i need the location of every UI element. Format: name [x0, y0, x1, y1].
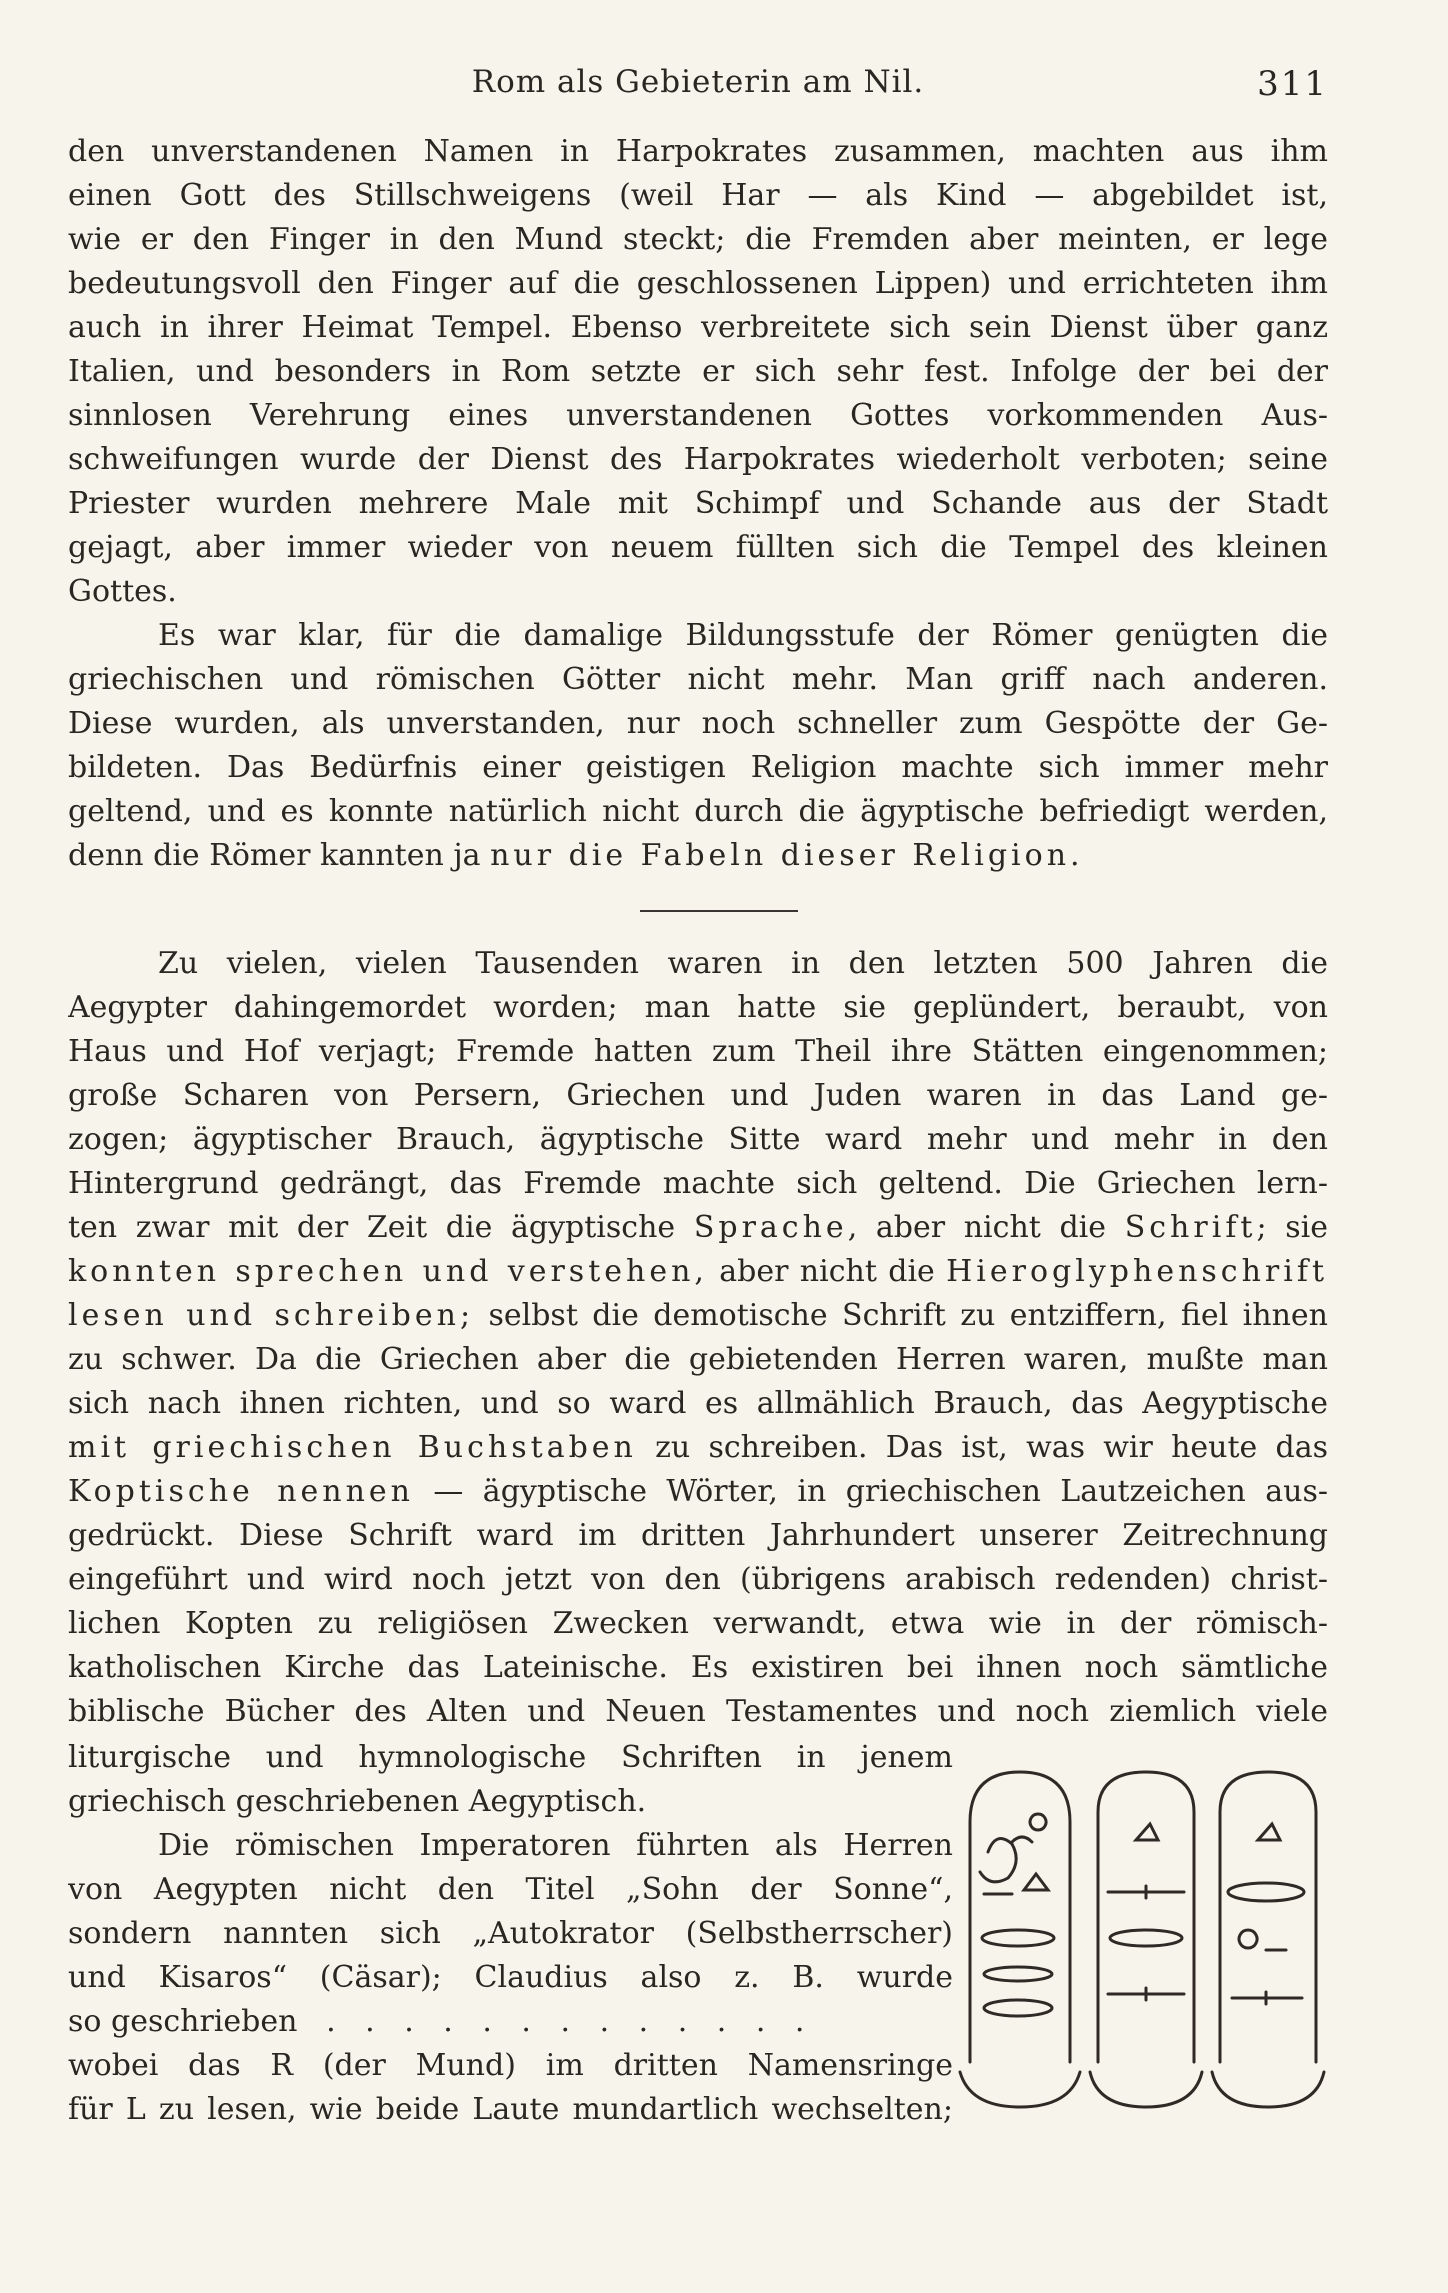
text-line: biblische Bücher des Alten und Neuen Testamentes und noch ziemlich viele	[68, 1694, 1328, 1729]
text-line: schweifungen wurde der Dienst des Harpokrates wiederholt verboten; seine	[68, 442, 1328, 477]
text-line: gedrückt. Diese Schrift ward im dritten Jahrhundert unserer Zeitrechnung	[68, 1518, 1328, 1553]
text-line: für L zu lesen, wie beide Laute mundartlich wechselten;	[68, 2092, 953, 2127]
spaced-emphasis: Koptische nennen	[68, 1474, 414, 1509]
text-line: bedeutungsvoll den Finger auf die geschlossenen Lippen) und errichteten ihm	[68, 266, 1328, 301]
cartouche-2	[1090, 1772, 1202, 2107]
text-block-middle	[68, 942, 1328, 1734]
text-line: Diese wurden, als unverstanden, nur noch schneller zum Gespötte der Ge-	[68, 706, 1328, 741]
text-line: sich nach ihnen richten, und so ward es allmählich Brauch, das Aegyptische	[68, 1386, 1328, 1421]
text-line: Haus und Hof verjagt; Fremde hatten zum Theil ihre Stätten eingenommen;	[68, 1034, 1328, 1069]
page-number: 311	[1257, 64, 1328, 104]
text-line	[68, 2000, 953, 2044]
text-line: und Kisaros“ (Cäsar); Claudius also z. B. wurde	[68, 1960, 953, 1995]
text-line: große Scharen von Persern, Griechen und Juden waren in das Land ge-	[68, 1078, 1328, 1113]
hieroglyph-cartouches	[948, 1762, 1328, 2122]
section-divider	[640, 910, 798, 912]
text-line: gejagt, aber immer wieder von neuem füllten sich die Tempel des kleinen	[68, 530, 1328, 565]
text-span: , aber nicht die	[847, 1210, 1125, 1245]
spaced-emphasis: nur die Fabeln dieser Religion.	[490, 838, 1084, 873]
spaced-emphasis: konnten sprechen und verstehen,	[68, 1254, 708, 1289]
text-line: wobei das R (der Mund) im dritten Namensringe	[68, 2048, 953, 2083]
text-line: Gottes.	[68, 574, 177, 609]
spaced-emphasis: Sprache	[693, 1210, 848, 1245]
text-line	[68, 1426, 1328, 1470]
text-span: — ägyptische Wörter, in griechischen Lautzeichen aus-	[414, 1474, 1328, 1509]
text-line: griechisch geschriebenen Aegyptisch.	[68, 1784, 647, 1819]
text-line: einen Gott des Stillschweigens (weil Har — als Kind — abgebildet ist,	[68, 178, 1328, 213]
text-line	[68, 1206, 1328, 1250]
text-line: Hintergrund gedrängt, das Fremde machte sich geltend. Die Griechen lern-	[68, 1166, 1328, 1201]
spaced-emphasis: lesen und schreiben;	[68, 1298, 475, 1333]
spaced-emphasis: Hieroglyphenschrift	[946, 1254, 1328, 1289]
text-span: aber nicht die	[707, 1254, 947, 1289]
text-line: bildeten. Das Bedürfnis einer geistigen Religion machte sich immer mehr	[68, 750, 1328, 785]
leader-dots: . . . . . . . . . . . . .	[326, 2004, 815, 2039]
text-span: zu schreiben. Das ist, was wir heute das	[636, 1430, 1328, 1465]
spaced-emphasis: mit griechischen Buchstaben	[68, 1430, 637, 1465]
text-line: katholischen Kirche das Lateinische. Es existiren bei ihnen noch sämtliche	[68, 1650, 1328, 1685]
text-line: zogen; ägyptischer Brauch, ägyptische Sitte ward mehr und mehr in den	[68, 1122, 1328, 1157]
text-line: geltend, und es konnte natürlich nicht durch die ägyptische befriedigt werden,	[68, 794, 1328, 829]
text-line	[68, 1294, 1328, 1338]
text-span: ; sie	[1256, 1210, 1328, 1245]
text-line: Zu vielen, vielen Tausenden waren in den letzten 500 Jahren die	[158, 946, 1328, 981]
text-line: Italien, und besonders in Rom setzte er sich sehr fest. Infolge der bei der	[68, 354, 1328, 389]
text-line: eingeführt und wird noch jetzt von den (übrigens arabisch redenden) christ-	[68, 1562, 1328, 1597]
text-span: selbst die demotische Schrift zu entziffern, fiel ihnen	[474, 1298, 1328, 1333]
text-line: wie er den Finger in den Mund steckt; die Fremden aber meinten, er lege	[68, 222, 1328, 257]
text-block-upper	[68, 130, 1328, 878]
cartouche-3	[1212, 1772, 1324, 2107]
text-line: Es war klar, für die damalige Bildungsstufe der Römer genügten die	[158, 618, 1328, 653]
text-span: denn die Römer kannten ja	[68, 838, 491, 873]
text-line: auch in ihrer Heimat Tempel. Ebenso verbreitete sich sein Dienst über ganz	[68, 310, 1328, 345]
text-span: ten zwar mit der Zeit die ägyptische	[68, 1210, 694, 1245]
text-line	[68, 834, 1328, 878]
text-line: den unverstandenen Namen in Harpokrates zusammen, machten aus ihm	[68, 134, 1328, 169]
text-line: lichen Kopten zu religiösen Zwecken verwandt, etwa wie in der römisch-	[68, 1606, 1328, 1641]
text-line: Priester wurden mehrere Male mit Schimpf und Schande aus der Stadt	[68, 486, 1328, 521]
running-title: Rom als Gebieterin am Nil.	[471, 64, 925, 100]
text-line: Die römischen Imperatoren führten als Herren	[158, 1828, 953, 1863]
text-line: griechischen und römischen Götter nicht mehr. Man griff nach anderen.	[68, 662, 1328, 697]
text-line: sondern nannten sich „Autokrator (Selbstherrscher)	[68, 1916, 953, 1951]
bird-glyph	[980, 1839, 1016, 1882]
spaced-emphasis: Schrift	[1124, 1210, 1257, 1245]
text-line: zu schwer. Da die Griechen aber die gebietenden Herren waren, mußte man	[68, 1342, 1328, 1377]
text-block-lower	[68, 1736, 953, 2132]
page-header	[68, 64, 1328, 114]
text-span: so geschrieben	[68, 2004, 298, 2039]
cartouche-1	[960, 1772, 1080, 2107]
text-line	[68, 1470, 1328, 1514]
text-line: sinnlosen Verehrung eines unverstandenen Gottes vorkommenden Aus-	[68, 398, 1328, 433]
text-line	[68, 1250, 1328, 1294]
text-line: Aegypter dahingemordet worden; man hatte sie geplündert, beraubt, von	[68, 990, 1328, 1025]
text-line: von Aegypten nicht den Titel „Sohn der Sonne“,	[68, 1872, 953, 1907]
text-line: liturgische und hymnologische Schriften in jenem	[68, 1740, 953, 1775]
cartouche-figure	[948, 1762, 1328, 2122]
